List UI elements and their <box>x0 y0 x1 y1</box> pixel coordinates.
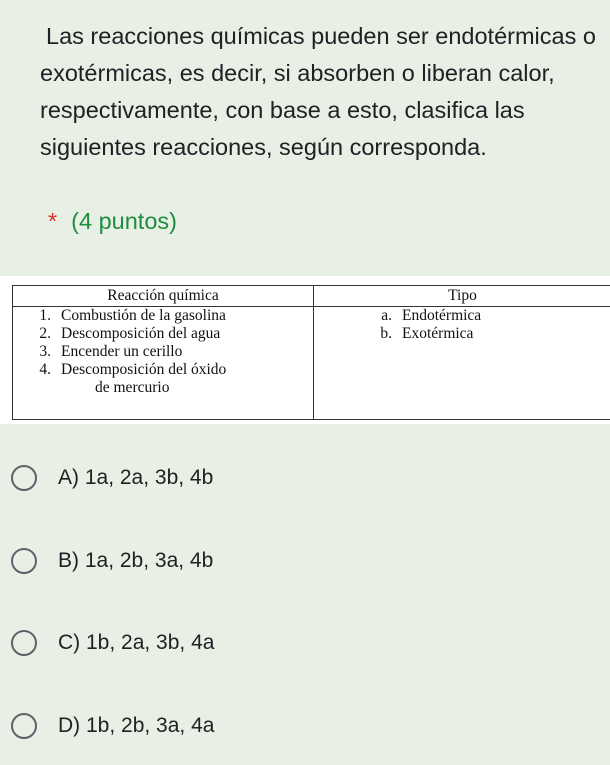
points-row <box>48 203 177 240</box>
table-row <box>13 307 610 420</box>
question-image <box>0 276 610 424</box>
list-item <box>318 325 607 343</box>
reactions-table <box>12 285 610 420</box>
type-text: Exotérmica <box>402 325 474 342</box>
list-number: 1. <box>39 307 51 324</box>
list-number: 4. <box>39 361 51 378</box>
option-c[interactable] <box>11 626 214 660</box>
reaction-text: Descomposición del agua <box>61 325 221 342</box>
list-item <box>17 307 309 325</box>
list-item <box>318 307 607 325</box>
table-header-reaction: Reacción química <box>13 286 314 307</box>
reaction-text: Encender un cerillo <box>61 343 183 360</box>
option-a[interactable] <box>11 461 213 495</box>
list-letter: b. <box>380 325 392 342</box>
answer-options <box>0 424 610 765</box>
question-card <box>0 0 610 276</box>
option-d[interactable] <box>11 709 214 743</box>
reaction-text-continuation: de mercurio <box>95 379 170 396</box>
required-marker: * <box>48 208 58 234</box>
list-letter: a. <box>381 307 392 324</box>
radio-button[interactable] <box>11 630 37 656</box>
radio-button[interactable] <box>11 713 37 739</box>
types-cell <box>314 307 610 420</box>
table-header-type: Tipo <box>314 286 610 307</box>
list-item <box>17 325 309 343</box>
type-text: Endotérmica <box>402 307 482 324</box>
list-item <box>17 343 309 361</box>
option-label: C) 1b, 2a, 3b, 4a <box>58 631 215 654</box>
option-label: B) 1a, 2b, 3a, 4b <box>58 549 214 572</box>
list-item <box>17 361 309 379</box>
reaction-text: Descomposición del óxido <box>61 361 227 378</box>
reactions-cell <box>13 307 314 420</box>
option-label: A) 1a, 2a, 3b, 4b <box>58 466 214 489</box>
list-number: 2. <box>39 325 51 342</box>
option-b[interactable] <box>11 544 213 578</box>
reaction-text: Combustión de la gasolina <box>61 307 226 324</box>
radio-button[interactable] <box>11 465 37 491</box>
radio-button[interactable] <box>11 548 37 574</box>
points-label: (4 puntos) <box>71 208 177 234</box>
list-number: 3. <box>39 343 51 360</box>
table-header-row <box>13 286 610 307</box>
option-label: D) 1b, 2b, 3a, 4a <box>58 714 215 737</box>
question-text: Las reacciones químicas pueden ser endotérmicas o exotérmicas, es decir, si absorben o liberan calor, respectivamente, con base a esto, clasifica las siguientes reacciones, según corresponda. <box>40 23 596 160</box>
